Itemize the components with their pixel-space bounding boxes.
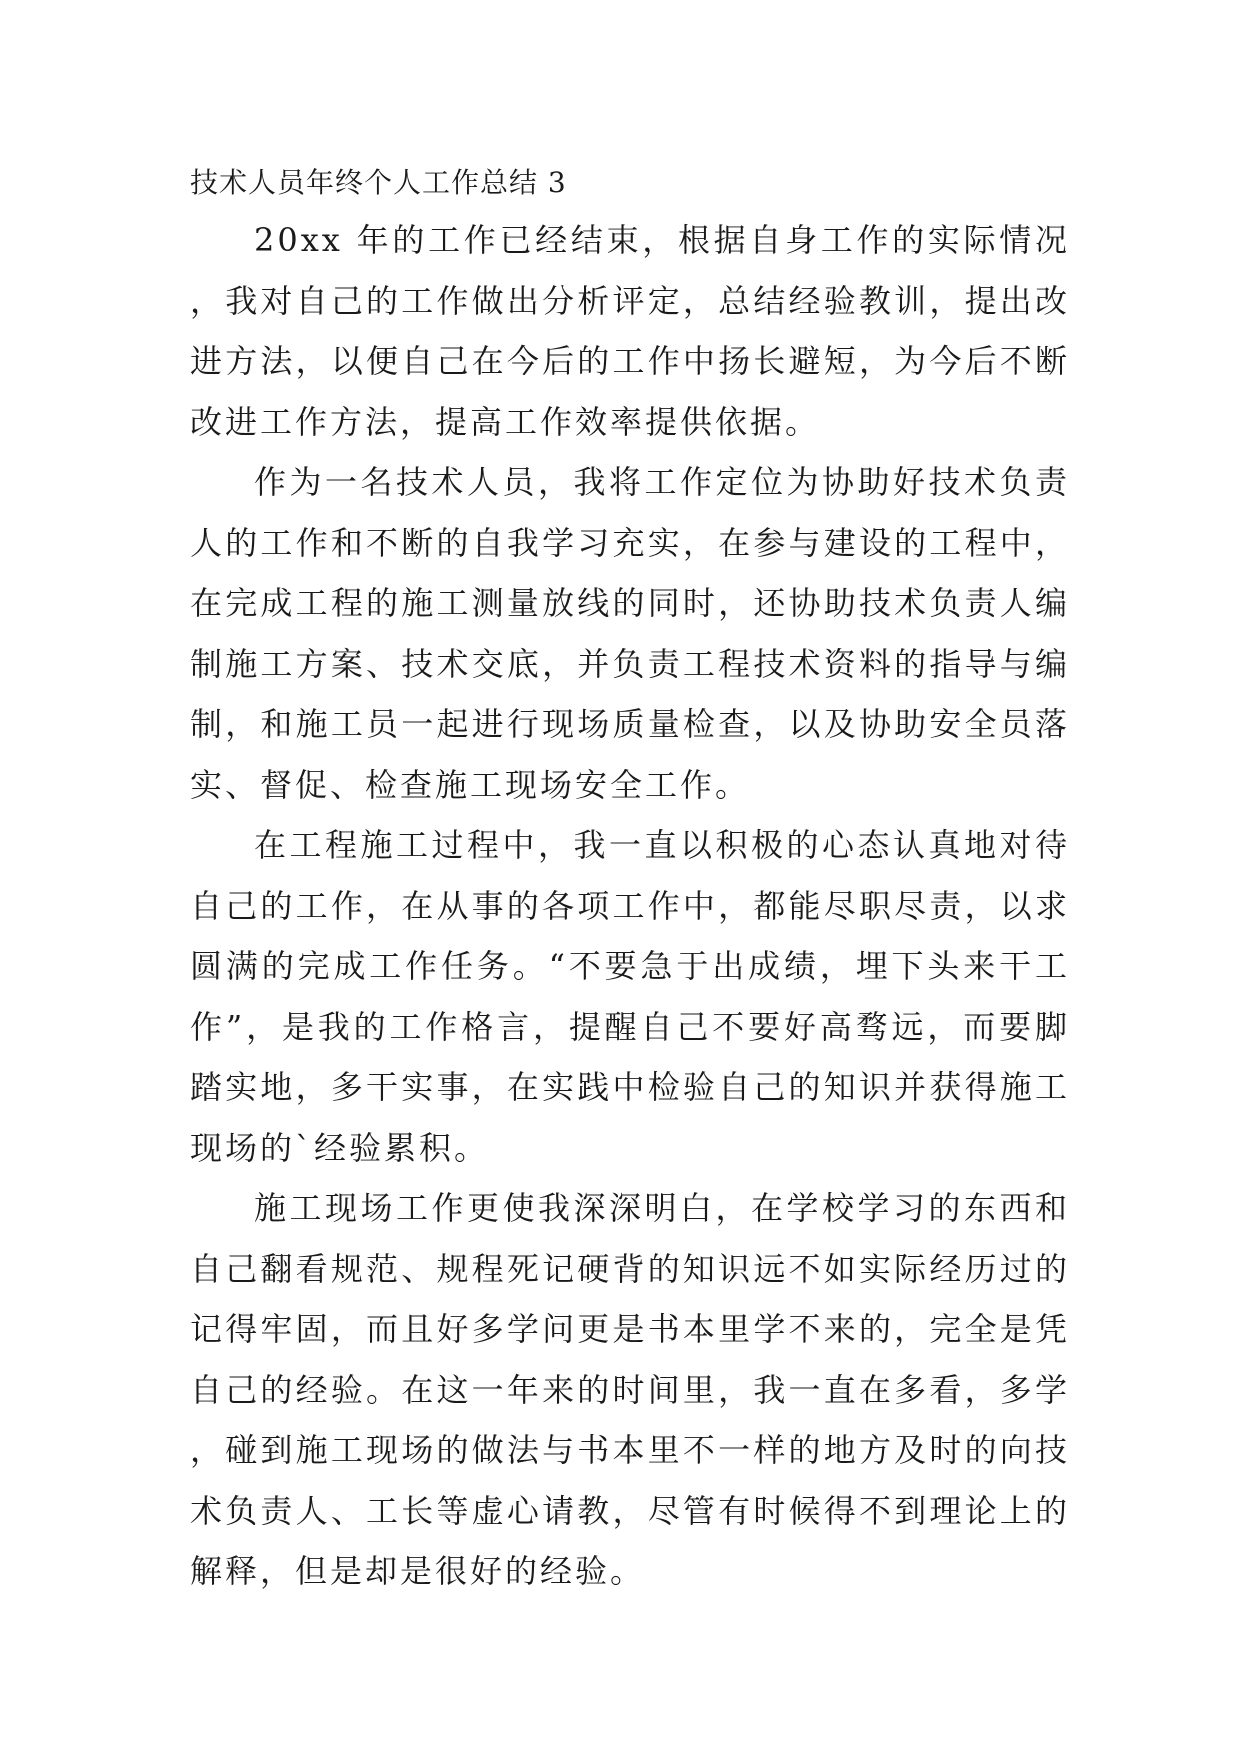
paragraph-1: 20xx 年的工作已经结束，根据自身工作的实际情况，我对自己的工作做出分析评定，总结经验教训，提出改进方法，以便自己在今后的工作中扬长避短，为今后不断改进工作方法，提高工作效率提供依据。 [190,221,1070,441]
document-title: 技术人员年终个人工作总结 3 [190,166,567,199]
paragraph-2: 作为一名技术人员，我将工作定位为协助好技术负责人的工作和不断的自我学习充实，在参与建设的工程中，在完成工程的施工测量放线的同时，还协助技术负责人编制施工方案、技术交底，并负责工程技术资料的指导与编制，和施工员一起进行现场质量检查，以及协助安全员落实、督促、检查施工现场安全工作。 [190,463,1070,804]
paragraph-3: 在工程施工过程中，我一直以积极的心态认真地对待自己的工作，在从事的各项工作中，都能尽职尽责，以求圆满的完成工作任务。“不要急于出成绩，埋下头来干工作”，是我的工作格言，提醒自己不要好高骛远，而要脚踏实地，多干实事，在实践中检验自己的知识并获得施工现场的`经验累积。 [190,826,1070,1167]
paragraph-4: 施工现场工作更使我深深明白，在学校学习的东西和自己翻看规范、规程死记硬背的知识远不如实际经历过的记得牢固，而且好多学问更是书本里学不来的，完全是凭自己的经验。在这一年来的时间里，我一直在多看，多学，碰到施工现场的做法与书本里不一样的地方及时的向技术负责人、工长等虚心请教，尽管有时候得不到理论上的解释，但是却是很好的经验。 [190,1189,1070,1590]
document-body [190,162,1070,1602]
